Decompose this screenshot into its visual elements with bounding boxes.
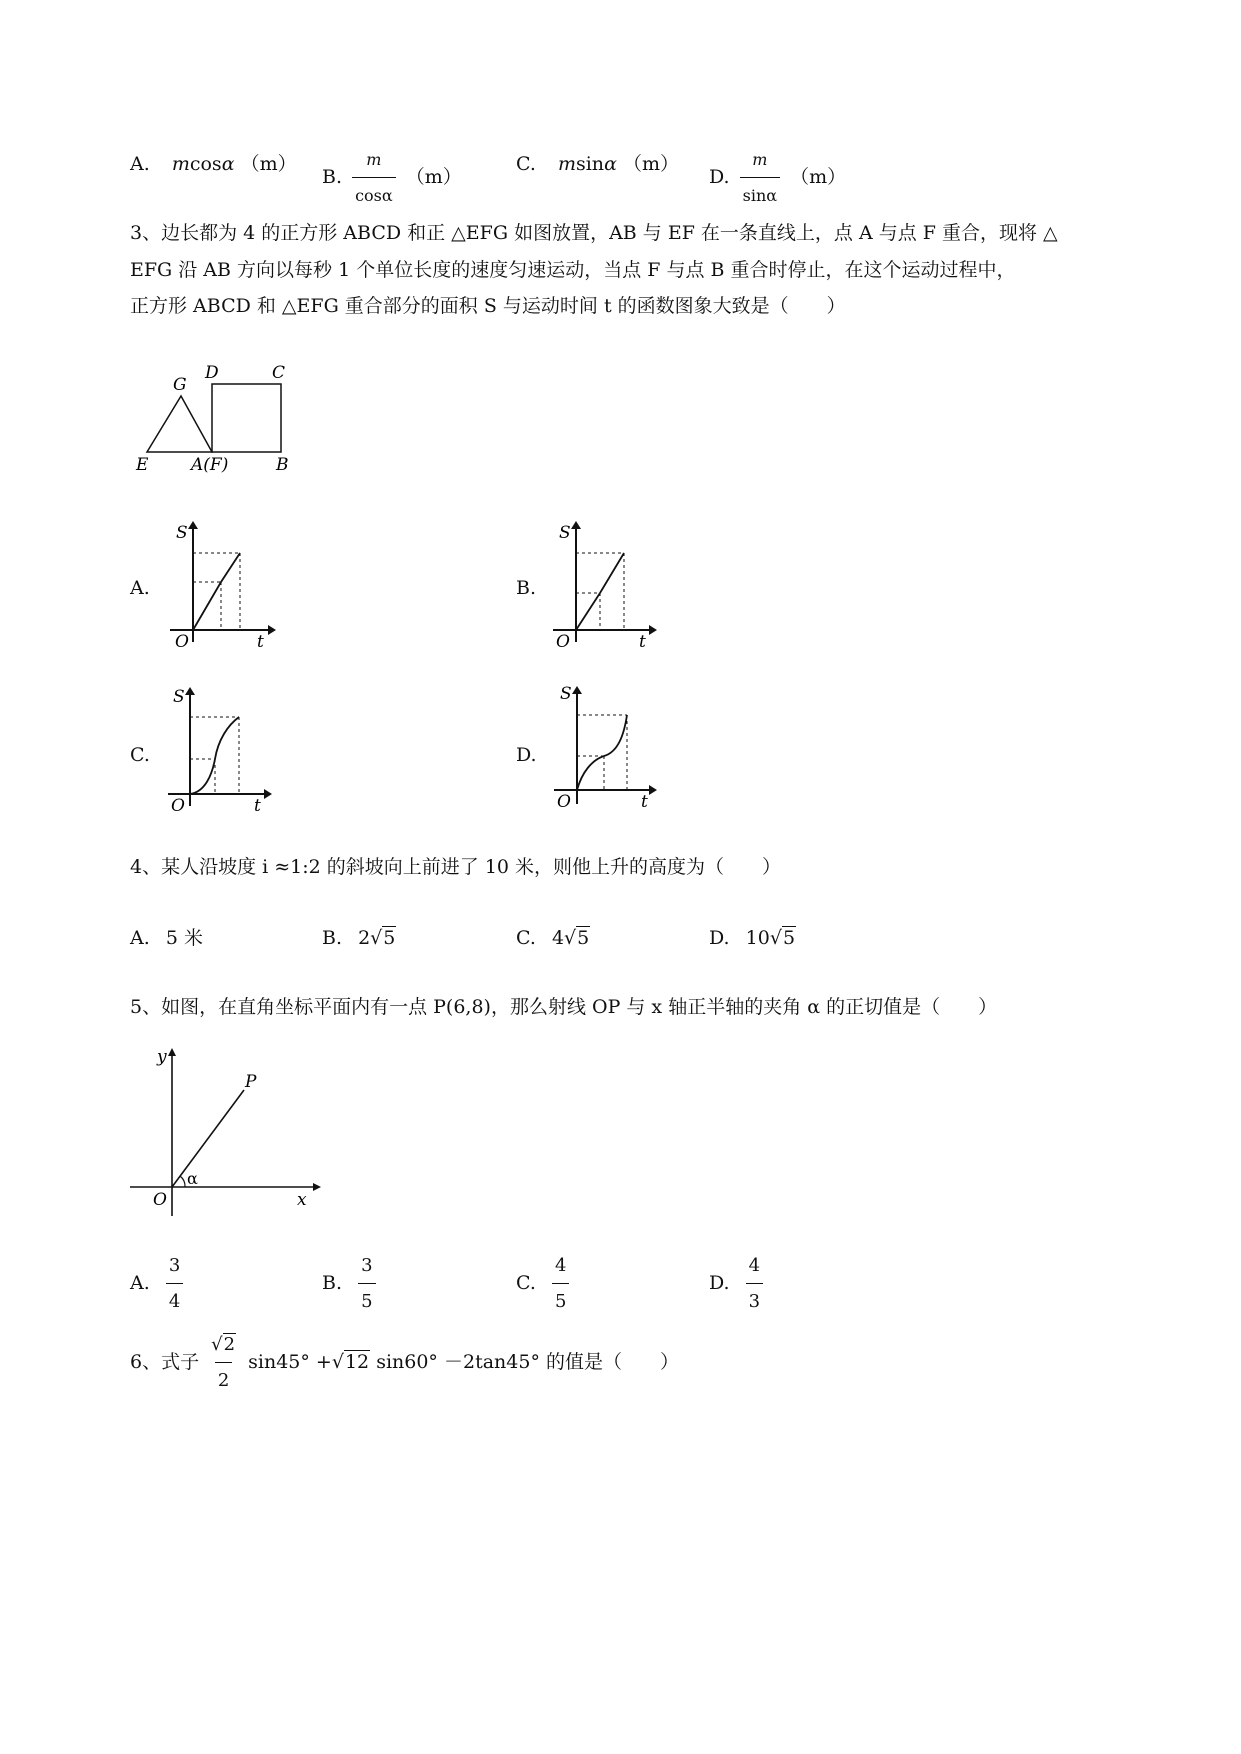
q2-option-a[interactable]: A. mcosα （m） — [130, 153, 297, 175]
option-label: D. — [709, 927, 730, 949]
q3-option-d-label[interactable]: D. — [516, 744, 537, 766]
label-b: B — [276, 455, 289, 475]
label-g: G — [173, 375, 187, 395]
fraction: $\frac{√2}{2}$ — [209, 1328, 238, 1398]
sqrt-symbol: √12 — [331, 1351, 370, 1373]
fraction: $\frac{m}{\cos\alpha}$ — [352, 143, 396, 213]
origin-label: O — [175, 632, 189, 652]
q3-option-a-label[interactable]: A. — [130, 577, 150, 599]
q3-stem-line3: 正方形 ABCD 和 △EFG 重合部分的面积 S 与运动时间 t 的函数图象大致是（ ） — [130, 295, 846, 317]
q4-option-a[interactable]: A. 5 米 — [130, 927, 203, 949]
q5-option-d[interactable] — [709, 1249, 767, 1319]
option-label: C. — [516, 153, 536, 175]
s-curve — [190, 717, 239, 794]
q2-option-c[interactable]: C. msinα （m） — [516, 153, 679, 175]
fraction: $\frac{4}{5}$ — [552, 1249, 569, 1319]
origin-label: O — [556, 632, 570, 652]
q5-stem: 5、如图，在直角坐标平面内有一点 P(6,8)，那么射线 OP 与 x 轴正半轴的夹角 α 的正切值是（ ） — [130, 996, 998, 1018]
s-axis-arrow — [185, 687, 195, 695]
axis-label-t: t — [639, 632, 646, 652]
sqrt-symbol: √5 — [769, 927, 796, 949]
axis-label-s: S — [176, 523, 188, 543]
fraction: $\frac{4}{3}$ — [746, 1249, 763, 1319]
q4-stem: 4、某人沿坡度 i ≈1:2 的斜坡向上前进了 10 米，则他上升的高度为（ ） — [130, 856, 782, 878]
fraction: $\frac{3}{4}$ — [166, 1249, 183, 1319]
option-label: B. — [322, 166, 343, 188]
axis-label-s: S — [560, 684, 572, 704]
sqrt-symbol: √2 — [211, 1334, 236, 1355]
axis-label-t: t — [257, 632, 264, 652]
q3-option-c-label[interactable]: C. — [130, 744, 150, 766]
label-e: E — [136, 455, 149, 475]
t-axis-arrow — [264, 789, 272, 799]
y-axis-arrow — [168, 1048, 176, 1056]
label-d: D — [205, 363, 219, 383]
option-label: B. — [322, 927, 343, 949]
triangle-efg — [147, 396, 212, 452]
option-label: B. — [322, 1272, 343, 1294]
s-axis-arrow — [572, 686, 582, 694]
label-y: y — [157, 1047, 167, 1067]
q3-option-b-graph[interactable] — [543, 515, 663, 655]
label-o: O — [153, 1190, 167, 1210]
fraction: $\frac{m}{\sin\alpha}$ — [740, 143, 780, 213]
q3-option-d-graph[interactable] — [546, 680, 666, 820]
q3-figure — [125, 360, 305, 480]
option-label: A. — [130, 1272, 150, 1294]
s-axis-arrow — [571, 521, 581, 529]
q3-option-b-label[interactable]: B. — [516, 577, 537, 599]
label-c: C — [272, 363, 286, 383]
axis-label-s: S — [559, 523, 571, 543]
q2-option-b[interactable]: B. $\frac{m}{\cos\alpha}$ （m） — [322, 143, 462, 213]
q3-option-a-graph[interactable] — [160, 515, 280, 655]
s-curve — [193, 553, 240, 630]
s-axis-arrow — [188, 521, 198, 529]
x-axis-arrow — [313, 1183, 321, 1191]
q6-stem: 6、式子 $\frac{√2}{2}$ sin45° +√12 sin60° －2tan45° 的值是（ ） — [130, 1328, 679, 1398]
q4-option-d[interactable]: D. 10√5 — [709, 921, 796, 955]
s-curve — [577, 715, 627, 790]
label-alpha: α — [187, 1169, 198, 1188]
option-label: D. — [709, 166, 730, 188]
label-p: P — [245, 1072, 257, 1092]
angle-arc — [180, 1176, 185, 1187]
ray-op — [172, 1090, 244, 1187]
q3-option-c-graph[interactable] — [160, 680, 280, 820]
option-label: D. — [709, 1272, 730, 1294]
fraction: $\frac{3}{5}$ — [358, 1249, 375, 1319]
q3-stem-line1: 3、边长都为 4 的正方形 ABCD 和正 △EFG 如图放置，AB 与 EF 在一条直线上，点 A 与点 F 重合，现将 △ — [130, 222, 1058, 244]
origin-label: O — [171, 796, 185, 816]
q5-figure — [125, 1040, 325, 1220]
t-axis-arrow — [649, 785, 657, 795]
q5-option-c[interactable] — [516, 1249, 573, 1319]
option-label: A. — [130, 153, 150, 175]
option-label: C. — [516, 927, 536, 949]
q3-stem-line2: EFG 沿 AB 方向以每秒 1 个单位长度的速度匀速运动，当点 F 与点 B 重合时停止，在这个运动过程中， — [130, 259, 1016, 281]
square-abcd — [212, 384, 281, 452]
origin-label: O — [557, 792, 571, 812]
q2-option-d[interactable]: D. $\frac{m}{\sin\alpha}$ （m） — [709, 143, 846, 213]
t-axis-arrow — [268, 625, 276, 635]
sqrt-symbol: √5 — [564, 927, 590, 949]
axis-label-t: t — [254, 796, 261, 816]
label-af: A(F) — [191, 455, 229, 475]
q4-option-b[interactable]: B. 2√5 — [322, 921, 396, 955]
q5-option-a[interactable] — [130, 1249, 187, 1319]
t-axis-arrow — [649, 625, 657, 635]
q4-option-c[interactable]: C. 4√5 — [516, 921, 590, 955]
option-label: A. — [130, 927, 150, 949]
axis-label-t: t — [641, 792, 648, 812]
label-x: x — [297, 1190, 307, 1210]
sqrt-symbol: √5 — [370, 927, 396, 949]
option-label: C. — [516, 1272, 536, 1294]
q5-option-b[interactable] — [322, 1249, 380, 1319]
axis-label-s: S — [173, 687, 185, 707]
